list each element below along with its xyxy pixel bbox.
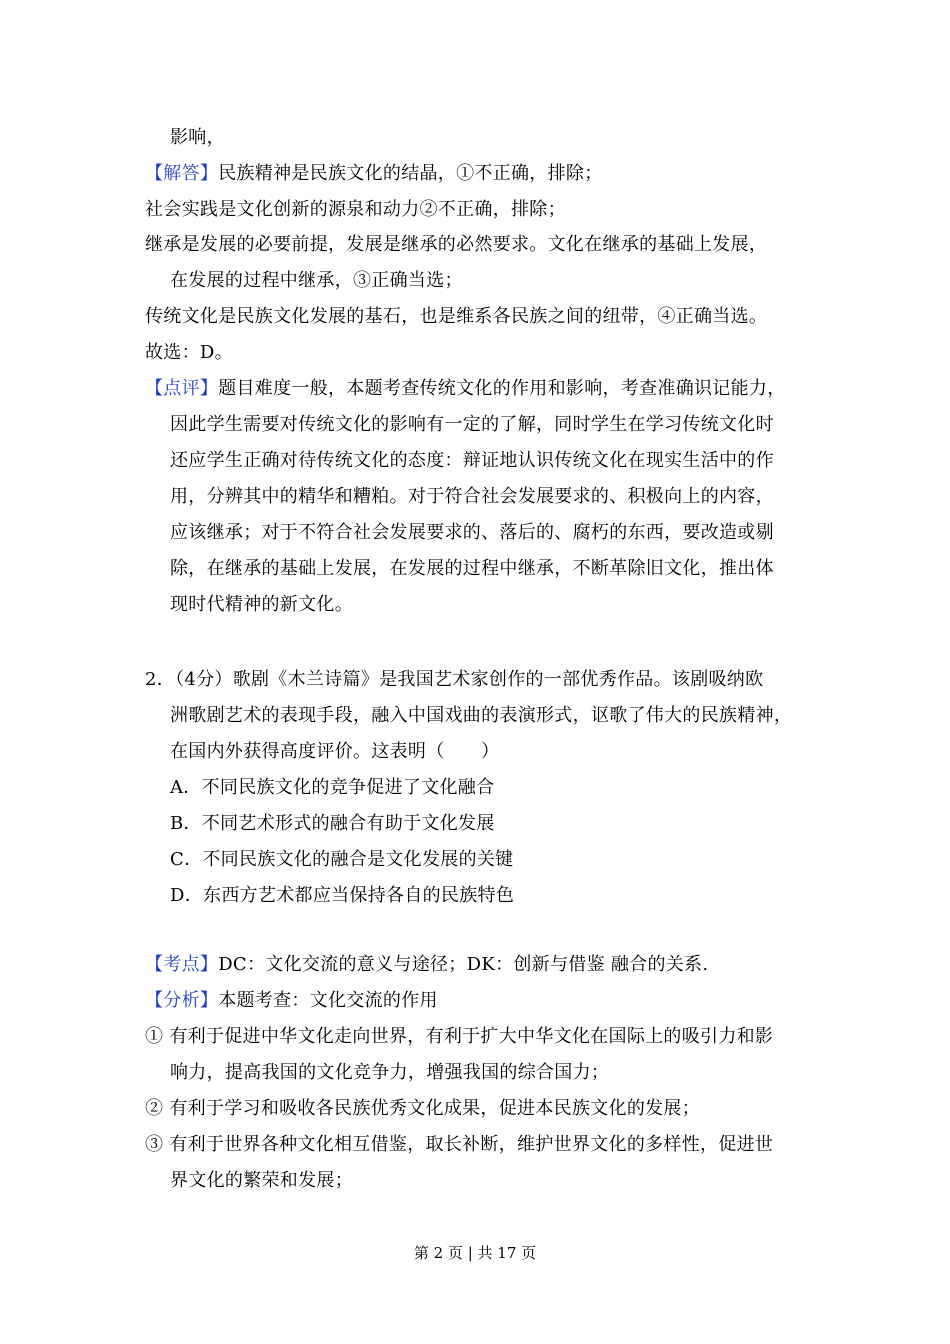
text-line: 影响， bbox=[170, 127, 225, 148]
page-footer: 第 2 页 | 共 17 页 bbox=[413, 1244, 537, 1262]
option-c: C．不同民族文化的融合是文化发展的关键 bbox=[170, 849, 514, 870]
text-line: 社会实践是文化创新的源泉和动力②不正确，排除； bbox=[145, 199, 566, 220]
dianping-paragraph bbox=[145, 377, 786, 401]
option-d: D．东西方艺术都应当保持各自的民族特色 bbox=[170, 885, 515, 906]
fenxi-tag: 【分析】 bbox=[145, 990, 219, 1011]
kaodian-text: DC：文化交流的意义与途径；DK：创新与借鉴 融合的关系. bbox=[218, 954, 709, 975]
option-b: B．不同艺术形式的融合有助于文化发展 bbox=[170, 813, 495, 834]
dianping-text: 题目难度一般，本题考查传统文化的作用和影响，考查准确识记能力， bbox=[218, 378, 786, 399]
dianping-line: 还应学生正确对待传统文化的态度：辩证地认识传统文化在现实生活中的作 bbox=[170, 450, 774, 471]
dianping-line: 应该继承；对于不符合社会发展要求的、落后的、腐朽的东西，要改造或剔 bbox=[170, 522, 774, 543]
text-line: 传统文化是民族文化发展的基石，也是维系各民族之间的纽带，④正确当选。 bbox=[145, 306, 768, 327]
dianping-line: 因此学生需要对传统文化的影响有一定的了解，同时学生在学习传统文化时 bbox=[170, 414, 774, 435]
question-stem: 洲歌剧艺术的表现手段，融入中国戏曲的表演形式，讴歌了伟大的民族精神， bbox=[170, 705, 793, 726]
answer-line: 故选：D。 bbox=[145, 342, 233, 363]
question-stem: 2．（4分）歌剧《木兰诗篇》是我国艺术家创作的一部优秀作品。该剧吸纳欧 bbox=[145, 669, 764, 690]
jieda-paragraph bbox=[145, 162, 603, 186]
dianping-line: 用，分辨其中的精华和糟粕。对于符合社会发展要求的、积极向上的内容， bbox=[170, 486, 774, 507]
jieda-text: 民族精神是民族文化的结晶，①不正确，排除； bbox=[218, 163, 603, 184]
jieda-tag: 【解答】 bbox=[145, 163, 219, 184]
text-line: 继承是发展的必要前提，发展是继承的必然要求。文化在继承的基础上发展， bbox=[145, 234, 768, 255]
dianping-line: 除，在继承的基础上发展，在发展的过程中继承，不断革除旧文化，推出体 bbox=[170, 558, 774, 579]
analysis-line: ③ 有利于世界各种文化相互借鉴，取长补断，维护世界文化的多样性，促进世 bbox=[145, 1134, 774, 1155]
text-line: 在发展的过程中继承，③正确当选； bbox=[170, 270, 463, 291]
dianping-tag: 【点评】 bbox=[145, 378, 219, 399]
question-stem: 在国内外获得高度评价。这表明（ ） bbox=[170, 741, 500, 762]
analysis-line: ① 有利于促进中华文化走向世界，有利于扩大中华文化在国际上的吸引力和影 bbox=[145, 1026, 774, 1047]
option-a: A．不同民族文化的竞争促进了文化融合 bbox=[170, 777, 495, 798]
analysis-line: ② 有利于学习和吸收各民族优秀文化成果，促进本民族文化的发展； bbox=[145, 1098, 701, 1119]
fenxi-text: 本题考查：文化交流的作用 bbox=[218, 990, 438, 1011]
analysis-line: 响力，提高我国的文化竞争力，增强我国的综合国力； bbox=[170, 1062, 610, 1083]
kaodian-paragraph bbox=[145, 953, 708, 977]
dianping-line: 现时代精神的新文化。 bbox=[170, 594, 353, 615]
analysis-line: 界文化的繁荣和发展； bbox=[170, 1170, 353, 1191]
kaodian-tag: 【考点】 bbox=[145, 954, 219, 975]
fenxi-paragraph bbox=[145, 989, 438, 1013]
